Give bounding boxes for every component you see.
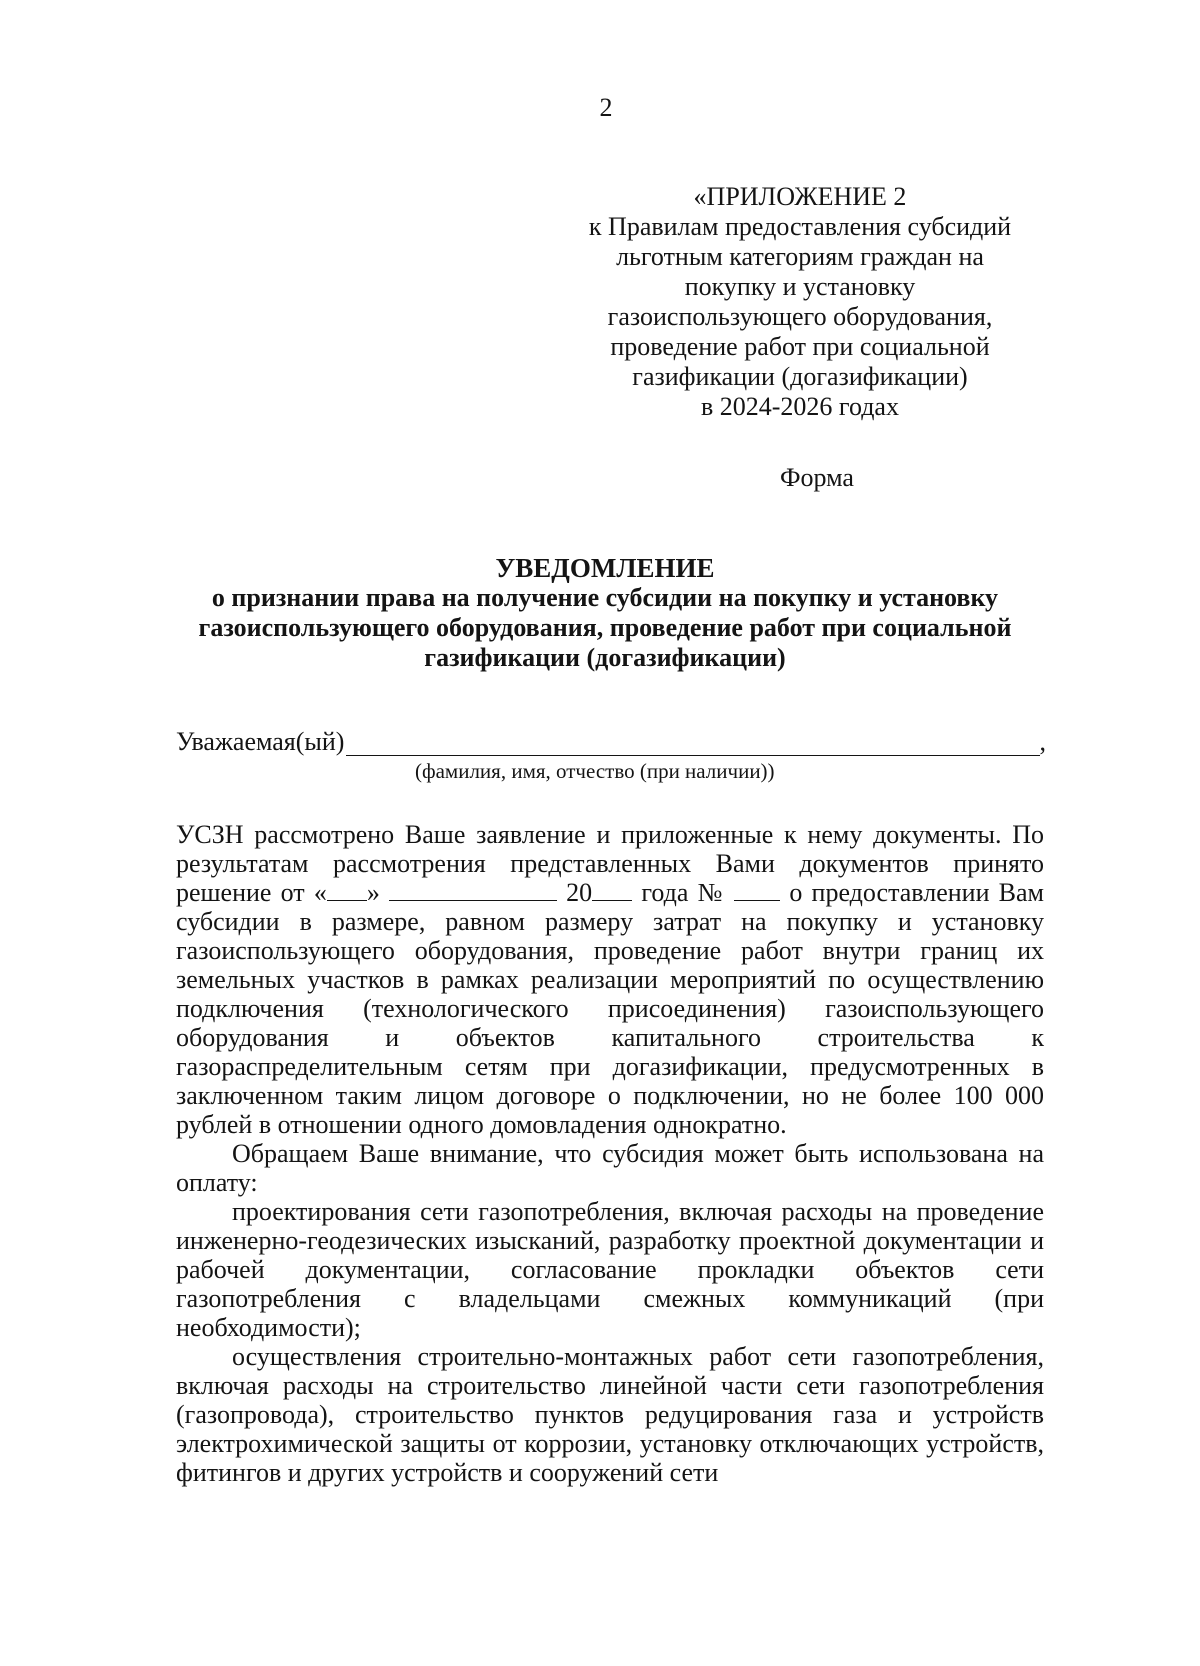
- recipient-name-caption: (фамилия, имя, отчество (при наличии)): [415, 759, 775, 783]
- title-line: газификации (догазификации): [424, 643, 786, 672]
- paragraph-construction: осуществления строительно-монтажных работ сети газопотребления, включая расходы на строительство линейной части сети газопотребления (газопровода), строительство пунктов редуцирования газа и устройств электрохимической защиты от коррозии, установку отключающих устройств, фитингов и других устройств и сооружений сети: [176, 1342, 1044, 1487]
- appendix-line: «ПРИЛОЖЕНИЕ 2: [693, 182, 907, 211]
- paragraph-text: »: [366, 878, 390, 907]
- appendix-line: газоиспользующего оборудования,: [607, 302, 993, 331]
- paragraph-attention: Обращаем Ваше внимание, что субсидия может быть использована на оплату:: [176, 1139, 1044, 1197]
- paragraph-design: проектирования сети газопотребления, включая расходы на проведение инженерно-геодезических изысканий, разработку проектной документации и рабочей документации, согласование прокладки объектов сети газопотребления с владельцами смежных коммуникаций (при необходимости);: [176, 1197, 1044, 1342]
- paragraph-text: года №: [632, 878, 735, 907]
- title-main: УВЕДОМЛЕНИЕ: [495, 553, 715, 583]
- appendix-line: в 2024-2026 годах: [701, 392, 899, 421]
- notification-body: [176, 820, 1044, 1487]
- greeting-comma: ,: [1039, 727, 1046, 756]
- greeting: [176, 727, 1046, 756]
- title-line: о признании права на получение субсидии на покупку и установку: [211, 583, 999, 612]
- appendix-header: [570, 182, 1030, 422]
- appendix-line: к Правилам предоставления субсидий: [588, 212, 1012, 241]
- appendix-line: проведение работ при социальной: [610, 332, 990, 361]
- document-title: [170, 553, 1040, 673]
- appendix-line: покупку и установку: [684, 272, 916, 301]
- paragraph-decision: [176, 820, 1044, 1139]
- decision-number-blank: [734, 882, 780, 901]
- title-line: газоиспользующего оборудования, проведение работ при социальной: [198, 613, 1012, 642]
- greeting-label: Уважаемая(ый): [176, 727, 345, 756]
- paragraph-text: о предоставлении Вам субсидии в размере, равном размеру затрат на покупку и установку газоиспользующего оборудования, проведение работ внутри границ их земельных участков в рамках реализации мероприятий по осуществлению подключения (технологического присоединения) газоиспользующего оборудования и объектов капитального строительства к газораспределительным сетям при догазификации, предусмотренных в заключенном таким лицом договоре о подключении, но не более 100 000 рублей в отношении одного домовладения однократно.: [176, 878, 1045, 1139]
- appendix-line: газификации (догазификации): [632, 362, 968, 391]
- paragraph-text: 20: [557, 878, 593, 907]
- form-label: Форма: [780, 463, 854, 492]
- month-blank: [389, 882, 557, 901]
- page-number: 2: [599, 93, 613, 122]
- recipient-name-blank: [346, 733, 1039, 756]
- appendix-line: льготным категориям граждан на: [616, 242, 984, 271]
- paragraph-text: УСЗН рассмотрено Ваше заявление и приложенные к нему документы. По результатам рассмотрения представленных Вами документов принято решение от «: [176, 820, 1044, 907]
- day-blank: [327, 882, 367, 901]
- year-blank: [592, 882, 632, 901]
